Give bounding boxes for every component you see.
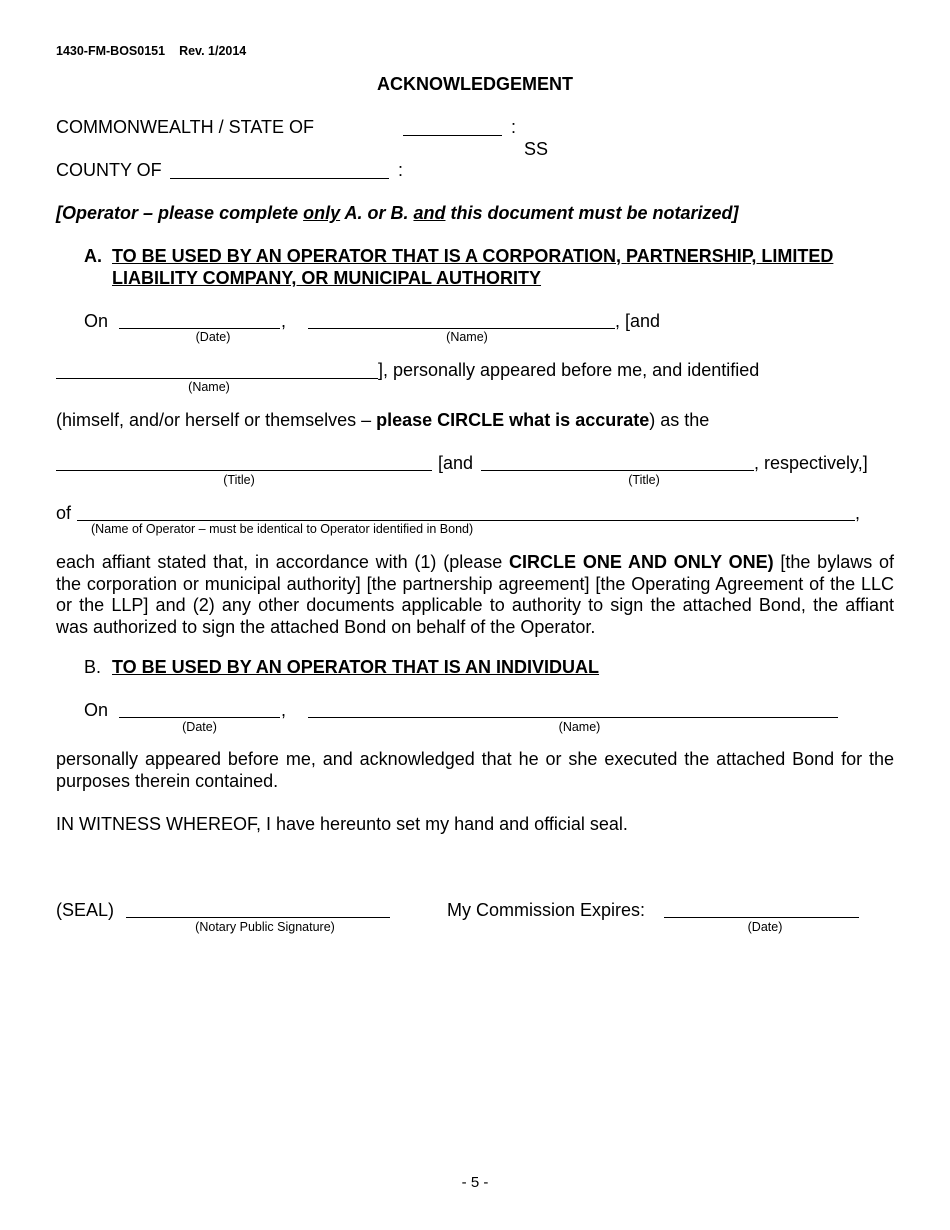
affiant-bold: CIRCLE ONE AND ONLY ONE) [509,552,774,572]
section-a-heading: TO BE USED BY AN OPERATOR THAT IS A CORPORATION, PARTNERSHIP, LIMITED LIABILITY COMPANY, OR MUNICIPAL AUTHORITY [112,246,834,288]
section-a-of: of [56,503,72,523]
page-title: ACKNOWLEDGEMENT [377,74,573,94]
section-b-name-caption: (Name) [558,720,601,734]
county-colon: : [398,160,404,180]
section-a-respectively: , respectively,] [754,453,868,473]
section-b-on: On [84,700,109,720]
section-a-title-field-2[interactable] [481,470,754,471]
county-field[interactable] [170,178,389,179]
notary-signature-field[interactable] [126,917,390,918]
seal-label: (SEAL) [56,900,115,920]
section-a-affiant-paragraph [56,552,894,638]
section-a-title-caption-2: (Title) [628,473,660,487]
state-label: COMMONWEALTH / STATE OF [56,117,314,137]
affiant-pre: each affiant stated that, in accordance with (1) (please [56,552,510,572]
section-b-name-field[interactable] [308,717,838,718]
section-a-of-comma: , [855,503,861,523]
section-a-title-caption-1: (Title) [223,473,255,487]
section-a-and-mid: [and [438,453,474,473]
commission-label: My Commission Expires: [447,900,646,920]
instruction-and: and [413,203,446,223]
form-revision: Rev. 1/2014 [179,44,247,58]
section-a-on: On [84,311,109,331]
state-field[interactable] [403,135,502,136]
instruction-part-2: A. or B. [340,203,414,223]
section-a-name-field-2[interactable] [56,378,378,379]
section-b-paragraph: personally appeared before me, and acknowledged that he or she executed the attached Bond for the purposes therein contained. [56,749,894,791]
identification-pre: (himself, and/or herself or themselves – [56,410,377,430]
section-a-date-comma: , [281,311,287,331]
operator-name-caption: (Name of Operator – must be identical to Operator identified in Bond) [91,522,474,536]
form-number: 1430-FM-BOS0151 [56,44,166,58]
section-a-name-caption-2: (Name) [188,380,230,394]
section-a-title-field-1[interactable] [56,470,432,471]
section-b-date-comma: , [281,700,287,720]
section-a-date-caption: (Date) [195,330,231,344]
section-a-appeared: ], personally appeared before me, and identified [378,360,760,380]
county-label: COUNTY OF [56,160,162,180]
identification-bold: please CIRCLE what is accurate [376,410,650,430]
instruction [56,202,739,224]
section-a-identification [56,409,709,431]
instruction-only: only [303,203,341,223]
commission-date-caption: (Date) [747,920,783,934]
affiant-post: [the bylaws of the corporation or municipal authority] [the partnership agreement] [the Operating Agreement of the LLC or the LLP] and (2) any other documents applicable to authority to sign the attached Bond, the affiant was authorized to sign the attached Bond on behalf of the Operator. [56,552,895,637]
instruction-part-3: this document must be notarized] [445,203,739,223]
page-number: - 5 - [461,1174,489,1191]
section-a-and-open: , [and [615,311,661,331]
section-b-date-caption: (Date) [182,720,217,734]
ss-label: SS [524,139,549,159]
section-a-date-field[interactable] [119,328,280,329]
form-id [56,44,246,59]
section-b-date-field[interactable] [119,717,280,718]
operator-name-field[interactable] [77,520,855,521]
instruction-part-1: [Operator – please complete [56,203,304,223]
identification-post: ) as the [649,410,710,430]
witness-statement: IN WITNESS WHEREOF, I have hereunto set my hand and official seal. [56,814,628,834]
commission-date-field[interactable] [664,917,859,918]
section-a-name-field-1[interactable] [308,328,615,329]
section-b-heading: TO BE USED BY AN OPERATOR THAT IS AN INDIVIDUAL [112,657,600,677]
state-colon: : [511,117,517,137]
section-a-name-caption-1: (Name) [446,330,488,344]
section-b-letter: B. [84,657,102,677]
section-a-letter: A. [84,246,102,266]
notary-signature-caption: (Notary Public Signature) [195,920,335,934]
